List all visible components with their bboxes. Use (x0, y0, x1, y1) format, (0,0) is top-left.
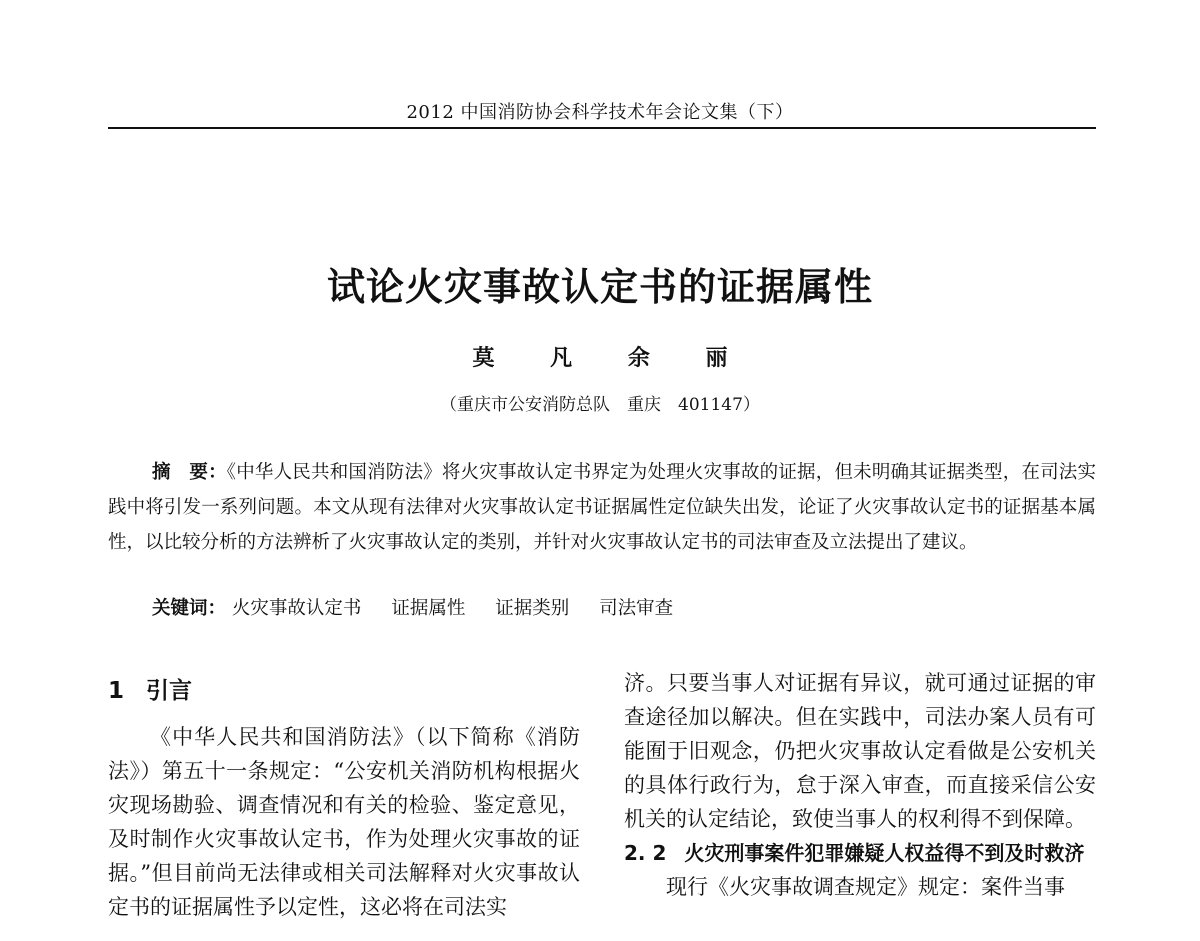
keyword-2: 证据属性 (391, 598, 466, 619)
keyword-3: 证据类别 (495, 598, 570, 619)
header-rule (108, 127, 1096, 129)
abstract-label: 摘 要： (152, 462, 227, 483)
authors: 莫 凡 余 丽 (472, 345, 752, 371)
running-header: 2012 中国消防协会科学技术年会论文集（下） (406, 102, 794, 123)
left-column (108, 666, 580, 924)
subsection-paragraph: 现行《火灾事故调查规定》规定：案件当事 (666, 875, 1065, 899)
abstract (108, 455, 1096, 560)
section-number: 1 (108, 678, 125, 704)
section-title: 引言 (146, 678, 193, 704)
subsection-number: 2. 2 (624, 841, 667, 865)
keyword-1: 火灾事故认定书 (231, 598, 362, 619)
subsection-title: 火灾刑事案件犯罪嫌疑人权益得不到及时救济 (684, 841, 1085, 865)
affiliation: （重庆市公安消防总队 重庆 401147） (440, 395, 760, 415)
keywords (152, 594, 1096, 624)
keyword-4: 司法审查 (599, 598, 674, 619)
right-column (624, 666, 1096, 904)
subsection-heading-2-2 (624, 836, 1096, 870)
introduction-paragraph: 《中华人民共和国消防法》（以下简称《消防法》）第五十一条规定：“公安机关消防机构根据火灾现场勘验、调查情况和有关的检验、鉴定意见，及时制作火灾事故认定书，作为处理火灾事故的证据。”但目前尚无法律或相关司法解释对火灾事故认定书的证据属性予以定性，这必将在司法实 (108, 725, 580, 919)
continued-paragraph: 济。只要当事人对证据有异议，就可通过证据的审查途径加以解决。但在实践中，司法办案人员有可能囿于旧观念，仍把火灾事故认定看做是公安机关的具体行政行为，怠于深入审查，而直接采信公安机关的认定结论，致使当事人的权利得不到保障。 (624, 671, 1096, 831)
paper-title: 试论火灾事故认定书的证据属性 (326, 264, 873, 309)
abstract-text: 《中华人民共和国消防法》将火灾事故认定书界定为处理火灾事故的证据，但未明确其证据类型，在司法实践中将引发一系列问题。本文从现有法律对火灾事故认定书证据属性定位缺失出发，论证了火灾事故认定书的证据基本属性，以比较分析的方法辨析了火灾事故认定的类别，并针对火灾事故认定书的司法审查及立法提出了建议。 (108, 462, 1096, 553)
keywords-label: 关键词： (152, 598, 227, 619)
section-heading-introduction (108, 676, 580, 706)
